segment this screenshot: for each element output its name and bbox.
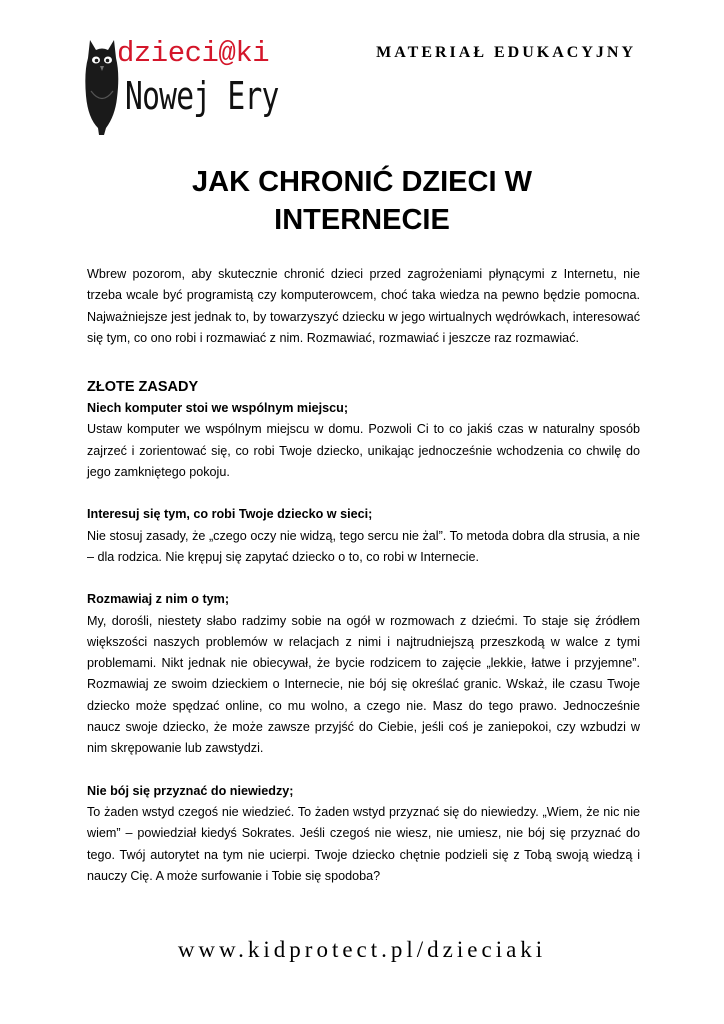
title-line-1: JAK CHRONIĆ DZIECI W <box>192 166 532 198</box>
rule-body: To żaden wstyd czegoś nie wiedzieć. To żaden wstyd przyznać się do niewiedzy. „Wiem, że nic nie wiem” – powiedział kiedyś Sokrates. Jeśli czegoś nie wiesz, nie umiesz, nie bój się przyznać do tego. Twój autorytet na tym nie ucierpi. Twoje dziecko chętnie podzieli się z Tobą swoją wiedzą i nauczy Cię. A może surfowanie i Tobie się spodoba? <box>87 804 640 883</box>
rule-body: Nie stosuj zasady, że „czego oczy nie widzą, tego sercu nie żal”. To metoda dobra dla strusia, a nie – dla rodzica. Nie krępuj się zapytać dziecko o to, co robi w Internecie. <box>87 528 640 564</box>
owl-icon <box>84 36 120 136</box>
rule-title: Niech komputer stoi we wspólnym miejscu; <box>87 401 349 416</box>
rule-item <box>87 781 640 887</box>
rule-title: Rozmawiaj z nim o tym; <box>87 592 230 607</box>
document-body <box>87 264 640 887</box>
rule-item <box>87 589 640 759</box>
rule-title: Interesuj się tym, co robi Twoje dziecko w sieci; <box>87 507 373 522</box>
logo-line-1: dzieci@ki <box>117 37 270 70</box>
title-line-2: INTERNECIE <box>274 204 450 236</box>
rule-item <box>87 398 640 483</box>
rule-item <box>87 504 640 568</box>
intro-paragraph: Wbrew pozorom, aby skutecznie chronić dzieci przed zagrożeniami płynącymi z Internetu, nie trzeba wcale być programistą czy komputerowcem, choć taka wiedza na pewno będzie pomocna. Najważniejsze jest jednak to, by towarzyszyć dziecku w jego wirtualnych wędrówkach, interesować się tym, co ono robi i rozmawiać z nim. Rozmawiać, rozmawiać i jeszcze raz rozmawiać. <box>87 267 640 345</box>
rule-body: My, dorośli, niestety słabo radzimy sobie na ogół w rozmowach z dziećmi. To staje się źródłem większości naszych problemów w relacjach z nimi i najtrudniejszą przeszkodą w walce z tymi problemami. Nikt jednak nie obiecywał, że bycie rodzicem to zajęcie „lekkie, łatwe i przyjemne”. Rozmawiaj ze swoim dzieckiem o Internecie, nie bój się określać granic. Wskaż, ile czasu Twoje dziecko może spędzać online, co mu wolno, a czego nie. Masz do tego prawo. Jednocześnie naucz swoje dziecko, że może zawsze przyjść do Ciebie, jeśli coś je zaniepokoi, czy wzbudzi w nim skrępowanie lub zawstydzi. <box>87 613 640 756</box>
logo-line-2: Nowej Ery <box>125 74 279 118</box>
footer-url[interactable]: www.kidprotect.pl/dzieciaki <box>177 937 547 962</box>
rule-title: Nie bój się przyznać do niewiedzy; <box>87 783 294 798</box>
page-title <box>0 163 724 239</box>
section-title: ZŁOTE ZASADY <box>87 379 199 396</box>
rule-body: Ustaw komputer we wspólnym miejscu w domu. Pozwoli Ci to co jakiś czas w naturalny sposób zajrzeć i zorientować się, co robi Twoje dziecko, unikając jednocześnie wchodzenia co chwilę do jego zamkniętego pokoju. <box>87 422 640 480</box>
logo <box>84 36 284 136</box>
material-label: MATERIAŁ EDUKACYJNY <box>376 44 636 61</box>
